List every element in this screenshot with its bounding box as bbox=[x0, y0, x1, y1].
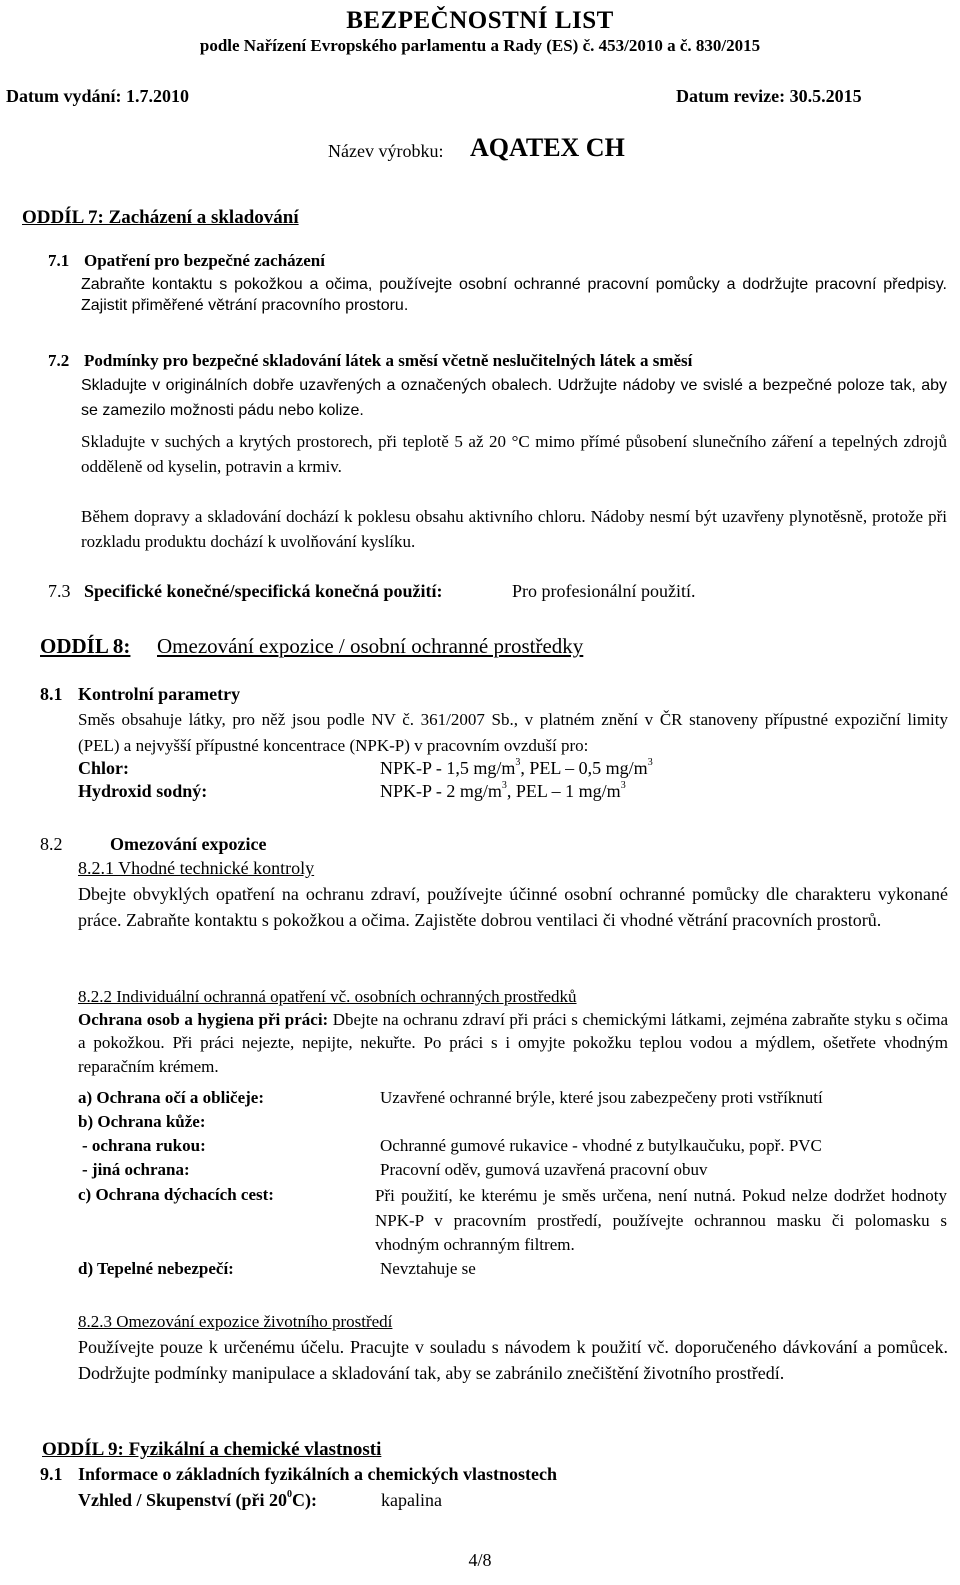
s71-title: Opatření pro bezpečné zacházení bbox=[84, 251, 325, 270]
product-name: AQATEX CH bbox=[470, 133, 625, 162]
limit-chlor-values: NPK-P - 1,5 $mg/m^3$, PEL – 0,5 $mg/m^3$ bbox=[380, 757, 653, 778]
ppe-thermal-value: Nevztahuje se bbox=[380, 1259, 476, 1278]
section-7-heading: ODDÍL 7: Zacházení a skladování bbox=[22, 207, 299, 228]
ppe-other-value: Pracovní oděv, gumová uzavřená pracovní obuv bbox=[380, 1160, 708, 1179]
product-label: Název výrobku: bbox=[328, 141, 444, 161]
s81-text: Směs obsahuje látky, pro něž jsou podle NV č. 361/2007 Sb., v platném znění v ČR stanoveny přípustné expoziční limity (PEL) a nejvyšší přípustné koncentrace (NPK-P) v pracovním ovzduší pro: bbox=[78, 710, 948, 756]
ppe-respiratory-label: c) Ochrana dýchacích cest: bbox=[78, 1185, 274, 1204]
s73-number: 7.3 bbox=[48, 581, 71, 601]
s822-title: 8.2.2 Individuální ochranná opatření vč. osobních ochranných prostředků bbox=[78, 987, 577, 1006]
s823-text: Používejte pouze k určenému účelu. Pracujte v souladu s návodem k použití vč. doporučeného dávkování a pomůcek. Dodržujte podmínky manipulace a skladování tak, aby se zabránilo znečištění životního prostředí. bbox=[78, 1337, 948, 1383]
limit-naoh-values: NPK-P - 2 $mg/m^3$, PEL – 1 $mg/m^3$ bbox=[380, 780, 626, 801]
s91-title: Informace o základních fyzikálních a chemických vlastnostech bbox=[78, 1464, 557, 1484]
s821-text: Dbejte obvyklých opatření na ochranu zdraví, používejte účinné osobní ochranné pomůcky dle charakteru vykonané práce. Zabraňte kontaktu s pokožkou a očima. Zajistěte dobrou ventilaci či vhodné větrání pracovních prostorů. bbox=[78, 884, 948, 931]
s91-number: 9.1 bbox=[40, 1464, 63, 1484]
s71-number: 7.1 bbox=[48, 251, 70, 270]
section-9-heading: ODDÍL 9: Fyzikální a chemické vlastnosti bbox=[42, 1439, 382, 1460]
s73-title: Specifické konečné/specifická konečná použití: bbox=[84, 581, 443, 601]
issue-date: Datum vydání: 1.7.2010 bbox=[6, 86, 190, 106]
ppe-eyes-label: a) Ochrana očí a obličeje: bbox=[78, 1088, 265, 1107]
ppe-respiratory-value: Při použití, ke kterému je směs určena, není nutná. Pokud nelze dodržet hodnoty NPK-P v pracovním prostředí, používejte ochrannou masku či polomasku s vhodným ochranným filtrem. bbox=[375, 1186, 947, 1255]
limit-chlor-name: Chlor: bbox=[78, 758, 129, 778]
s82-number: 8.2 bbox=[40, 834, 63, 854]
section-8-heading-title: Omezování expozice / osobní ochranné prostředky bbox=[157, 634, 584, 658]
limit-naoh-name: Hydroxid sodný: bbox=[78, 781, 208, 801]
ppe-eyes-value: Uzavřené ochranné brýle, které jsou zabezpečeny proti vstříknutí bbox=[380, 1088, 823, 1107]
ppe-other-label: - jiná ochrana: bbox=[82, 1160, 190, 1179]
document-title: BEZPEČNOSTNÍ LIST bbox=[346, 7, 614, 34]
ppe-thermal-label: d) Tepelné nebezpečí: bbox=[78, 1259, 234, 1278]
appearance-value: kapalina bbox=[381, 1490, 442, 1510]
s822-text: Ochrana osob a hygiena při práci: Dbejte na ochranu zdraví při práci s chemickými látkami, zejména zabraňte styku s očima a pokožkou. Při práci nejezte, nepijte, nekuřte. Po práci s i omyjte pokožku teplou vodou a mýdlem, ošetřete vhodným reparačním krémem. bbox=[78, 1010, 949, 1076]
s72-number: 7.2 bbox=[48, 351, 70, 370]
s73-text: Pro profesionální použití. bbox=[512, 581, 696, 601]
s72-title: Podmínky pro bezpečné skladování látek a směsí včetně neslučitelných látek a směsí bbox=[84, 351, 693, 370]
s72-text-b: Skladujte v suchých a krytých prostorech, při teplotě 5 až 20 °C mimo přímé působení slunečního záření a tepelných zdrojů odděleně od kyselin, potravin a krmiv. bbox=[81, 432, 947, 476]
ppe-hands-value: Ochranné gumové rukavice - vhodné z butylkaučuku, popř. PVC bbox=[380, 1136, 822, 1155]
ppe-skin-label: b) Ochrana kůže: bbox=[78, 1112, 206, 1131]
s81-title: Kontrolní parametry bbox=[78, 684, 241, 704]
revision-date: Datum revize: 30.5.2015 bbox=[676, 86, 862, 106]
ppe-hands-label: - ochrana rukou: bbox=[82, 1136, 206, 1155]
s823-title: 8.2.3 Omezování expozice životního prostředí bbox=[78, 1312, 393, 1331]
appearance-label: Vzhled / Skupenství (při $20^0C$): bbox=[78, 1489, 318, 1510]
s72-text-c: Během dopravy a skladování dochází k poklesu obsahu aktivního chloru. Nádoby nesmí být uzavřeny plynotěsně, protože při rozkladu produktu dochází k uvolňování kyslíku. bbox=[81, 507, 947, 551]
document-subtitle: podle Nařízení Evropského parlamentu a Rady (ES) č. 453/2010 a č. 830/2015 bbox=[199, 36, 761, 55]
s81-number: 8.1 bbox=[40, 684, 63, 704]
s72-text-a: Skladujte v originálních dobře uzavřených a označených obalech. Udržujte nádoby ve svislé a bezpečné poloze tak, aby se zamezilo možnosti pádu nebo kolize. bbox=[81, 377, 947, 419]
page-number: 4/8 bbox=[468, 1550, 492, 1570]
s71-text: Zabraňte kontaktu s pokožkou a očima, používejte osobní ochranné pracovní pomůcky a dodržujte pracovní předpisy. Zajistit přiměřené větrání pracovního prostoru. bbox=[81, 276, 947, 315]
section-8-heading-number: ODDÍL 8: bbox=[40, 634, 131, 658]
s82-title: Omezování expozice bbox=[110, 834, 267, 854]
s821-title: 8.2.1 Vhodné technické kontroly bbox=[78, 858, 315, 878]
